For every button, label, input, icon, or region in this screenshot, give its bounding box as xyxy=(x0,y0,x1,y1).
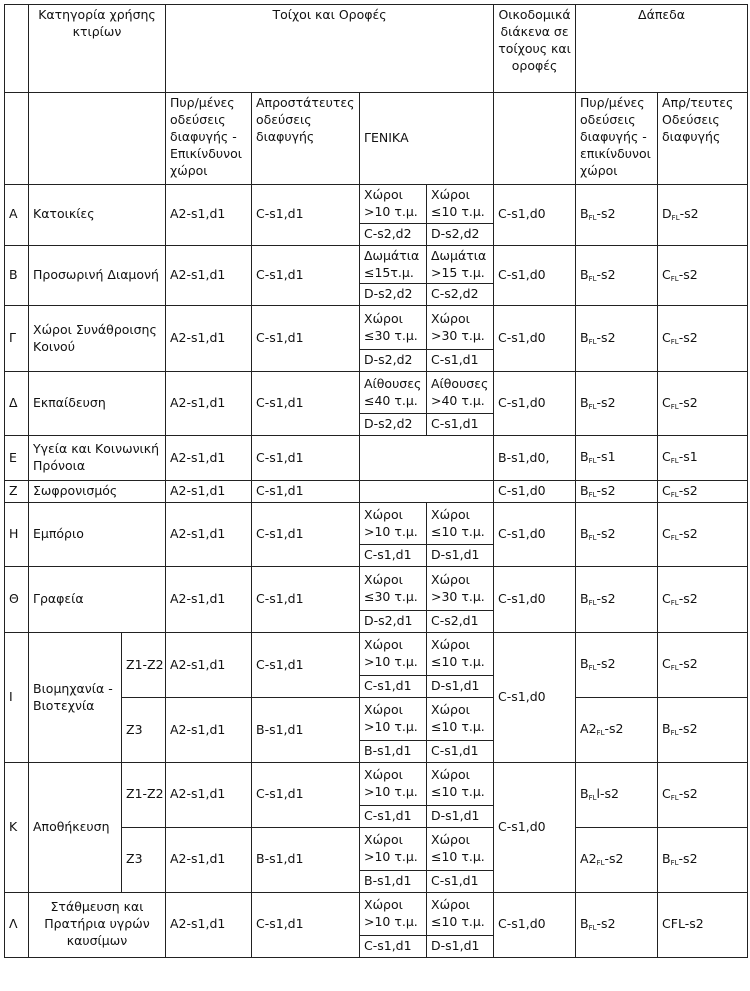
header-protected-escape: Πυρ/μένες οδεύσεις διαφυγής - Επικίνδυνοι χώροι xyxy=(166,93,252,185)
cell-protected-escape: A2-s1,d1 xyxy=(166,503,252,567)
cell-floor-unprotected: CFL-s2 xyxy=(658,892,748,957)
cell-protected-escape: A2-s1,d1 xyxy=(166,372,252,436)
cell-zone: Z1-Z2 xyxy=(122,633,166,698)
header-unprotected-escape: Απροστάτευτες οδεύσεις διαφυγής xyxy=(252,93,360,185)
header-cavities: Οικοδομικά διάκενα σε τοίχους και οροφές xyxy=(494,5,576,93)
class-sub: FL xyxy=(670,337,679,346)
cell-cavities: C-s1,d0 xyxy=(494,245,576,306)
class-sub: FL xyxy=(671,214,680,223)
class-sub: FL xyxy=(670,794,679,803)
cell-floor-protected xyxy=(576,306,658,372)
cell-general-value: C-s1,d1 xyxy=(360,676,427,698)
cell-floor-unprotected xyxy=(658,372,748,436)
cell-unprotected-escape: C-s1,d1 xyxy=(252,185,360,246)
cell-general-value: C-s1,d1 xyxy=(427,741,494,763)
class-suffix: -s2 xyxy=(596,329,616,345)
table-row xyxy=(5,762,748,805)
class-suffix: -s2 xyxy=(678,721,698,737)
header-floor-unprotected: Απρ/τευτες Οδεύσεις διαφυγής xyxy=(658,93,748,185)
cell-general-condition xyxy=(360,372,427,414)
cell-general-condition: Χώροι >10 τ.μ. xyxy=(360,892,427,935)
cell-protected-escape: A2-s1,d1 xyxy=(166,892,252,957)
class-sub: FL xyxy=(670,599,679,608)
class-main: C xyxy=(662,591,671,607)
class-sub: FL xyxy=(670,457,679,466)
cell-unprotected-escape: C-s1,d1 xyxy=(252,762,360,827)
cell-unprotected-escape: B-s1,d1 xyxy=(252,698,360,763)
class-sub: FL xyxy=(588,214,597,223)
class-sub: FL xyxy=(588,923,597,932)
cell-zone: Z3 xyxy=(122,698,166,763)
class-suffix: -s2 xyxy=(596,206,616,222)
cell-protected-escape: A2-s1,d1 xyxy=(166,436,252,481)
cell-protected-escape: A2-s1,d1 xyxy=(166,698,252,763)
cell-floor-unprotected xyxy=(658,567,748,633)
header-blank-4 xyxy=(494,93,576,185)
row-letter: Δ xyxy=(5,372,29,436)
row-category: Σωφρονισμός xyxy=(29,481,166,503)
cell-floor-unprotected xyxy=(658,762,748,827)
header-row-2 xyxy=(5,93,748,185)
cell-general-value: D-s1,d1 xyxy=(427,805,494,827)
class-suffix: -s2 xyxy=(596,915,616,931)
cell-unprotected-escape: C-s1,d1 xyxy=(252,481,360,503)
cell-general-condition: Χώροι >10 τ.μ. xyxy=(360,185,427,224)
class-suffix: -s2 xyxy=(678,786,698,802)
class-sub: FL xyxy=(670,402,679,411)
row-category: Εκπαίδευση xyxy=(29,372,166,436)
class-suffix: -s2 xyxy=(604,851,624,867)
class-sub: FL xyxy=(588,337,597,346)
cell-general-value: D-s2,d2 xyxy=(427,223,494,245)
cell-general-value: C-s2,d1 xyxy=(427,611,494,633)
cell-general-condition: Χώροι >30 τ.μ. xyxy=(427,567,494,611)
header-general: ΓΕΝΙΚΑ xyxy=(360,93,494,185)
cell-general-condition: Χώροι ≤10 τ.μ. xyxy=(427,762,494,805)
cell-protected-escape: A2-s1,d1 xyxy=(166,481,252,503)
class-suffix: -s2 xyxy=(678,266,698,282)
cell-general-value: D-s2,d2 xyxy=(360,350,427,372)
class-sub: FL xyxy=(588,534,597,543)
header-walls-ceilings: Τοίχοι και Οροφές xyxy=(166,5,494,93)
cell-general-condition: Χώροι >30 τ.μ. xyxy=(427,306,494,350)
class-suffix: l-s2 xyxy=(596,786,619,802)
cell-general-condition: Χώροι ≤10 τ.μ. xyxy=(427,633,494,676)
cell-floor-unprotected xyxy=(658,698,748,763)
cell-floor-unprotected xyxy=(658,481,748,503)
class-main: C xyxy=(662,786,671,802)
cell-general-condition: Χώροι >10 τ.μ. xyxy=(360,633,427,676)
row-category: Στάθμευση και Πρατήρια υγρών καυσίμων xyxy=(29,892,166,957)
class-suffix: -s2 xyxy=(678,329,698,345)
class-main: B xyxy=(662,721,671,737)
cell-cavities: C-s1,d0 xyxy=(494,503,576,567)
class-main: C xyxy=(662,449,671,465)
class-main: B xyxy=(580,656,589,672)
cell-zone: Z1-Z2 xyxy=(122,762,166,827)
row-letter: Η xyxy=(5,503,29,567)
class-suffix: -s2 xyxy=(678,526,698,542)
class-suffix: -s2 xyxy=(678,394,698,410)
class-suffix: -s1 xyxy=(596,449,616,465)
class-sub: FL xyxy=(670,729,679,738)
cell-floor-protected xyxy=(576,372,658,436)
cell-general-condition: Χώροι ≤30 τ.μ. xyxy=(360,567,427,611)
class-main: C xyxy=(662,656,671,672)
row-letter: Ζ xyxy=(5,481,29,503)
cell-zone: Z3 xyxy=(122,827,166,892)
header-blank-2 xyxy=(5,93,29,185)
table-row xyxy=(5,567,748,611)
cell-cavities: B-s1,d0, xyxy=(494,436,576,481)
cell-floor-protected xyxy=(576,892,658,957)
class-sub: FL xyxy=(670,534,679,543)
row-letter: Β xyxy=(5,245,29,306)
cell-general-condition: Χώροι ≤10 τ.μ. xyxy=(427,698,494,741)
row-letter: Ε xyxy=(5,436,29,481)
cell-general-value: D-s2,d2 xyxy=(360,414,427,436)
cell-general-condition: Δωμάτια ≤15τ.μ. xyxy=(360,245,427,284)
table-row xyxy=(5,372,748,414)
header-floors: Δάπεδα xyxy=(576,5,748,93)
cell-unprotected-escape: B-s1,d1 xyxy=(252,827,360,892)
class-main: C xyxy=(662,329,671,345)
class-suffix: -s2 xyxy=(604,721,624,737)
class-main: B xyxy=(580,786,589,802)
cell-floor-unprotected xyxy=(658,503,748,567)
table-row xyxy=(5,481,748,503)
cell-cavities: C-s1,d0 xyxy=(494,481,576,503)
table-row xyxy=(5,892,748,935)
class-sub: FL xyxy=(588,664,597,673)
cell-protected-escape: A2-s1,d1 xyxy=(166,827,252,892)
cell-general-condition: Δωμάτια >15 τ.μ. xyxy=(427,245,494,284)
row-category: Προσωρινή Διαμονή xyxy=(29,245,166,306)
class-sub: FL xyxy=(588,491,597,499)
cell-cavities: C-s1,d0 xyxy=(494,892,576,957)
class-main: C xyxy=(662,526,671,542)
class-suffix: -s2 xyxy=(596,656,616,672)
class-suffix: -s1 xyxy=(678,449,698,465)
class-suffix: -s2 xyxy=(678,851,698,867)
row-letter: Λ xyxy=(5,892,29,957)
table-row xyxy=(5,245,748,284)
class-main: B xyxy=(580,394,589,410)
cell-general-condition: Χώροι >10 τ.μ. xyxy=(360,827,427,870)
cell-general-empty xyxy=(360,436,494,481)
class-suffix: -s2 xyxy=(596,266,616,282)
row-category: Βιομηχανία - Βιοτεχνία xyxy=(29,633,122,763)
cell-general-condition: Χώροι ≤10 τ.μ. xyxy=(427,827,494,870)
header-row-1 xyxy=(5,5,748,93)
cell-floor-protected xyxy=(576,827,658,892)
cell-cavities: C-s1,d0 xyxy=(494,567,576,633)
class-main: C xyxy=(662,266,671,282)
cell-general-value: C-s1,d1 xyxy=(427,350,494,372)
header-floor-protected: Πυρ/μένες οδεύσεις διαφυγής - επικίνδυνοι χώροι xyxy=(576,93,658,185)
class-sub: FL xyxy=(588,402,597,411)
class-main: B xyxy=(580,266,589,282)
cell-floor-protected xyxy=(576,481,658,503)
cell-protected-escape: A2-s1,d1 xyxy=(166,245,252,306)
class-main: D xyxy=(662,206,672,222)
row-category: Εμπόριο xyxy=(29,503,166,567)
class-sub: FL xyxy=(588,457,597,466)
class-main: B xyxy=(580,206,589,222)
cell-general-value: C-s1,d1 xyxy=(427,870,494,892)
cell-general-value: B-s1,d1 xyxy=(360,870,427,892)
cell-cavities: C-s1,d0 xyxy=(494,185,576,246)
cell-general-condition: Χώροι >10 τ.μ. xyxy=(360,698,427,741)
cell-floor-protected xyxy=(576,762,658,827)
cell-protected-escape: A2-s1,d1 xyxy=(166,567,252,633)
cell-floor-protected xyxy=(576,698,658,763)
class-suffix: -s2 xyxy=(679,206,699,222)
cell-general-value: C-s1,d1 xyxy=(360,805,427,827)
cell-general-condition: Χώροι >10 τ.μ. xyxy=(360,762,427,805)
class-sub: FL xyxy=(670,664,679,673)
cell-general-value: D-s1,d1 xyxy=(427,935,494,957)
cell-floor-unprotected xyxy=(658,306,748,372)
class-suffix: -s2 xyxy=(678,591,698,607)
cell-general-condition: Χώροι ≤10 τ.μ. xyxy=(427,503,494,545)
row-letter: Θ xyxy=(5,567,29,633)
cell-unprotected-escape: C-s1,d1 xyxy=(252,503,360,567)
header-category: Κατηγορία χρήσης κτιρίων xyxy=(29,5,166,93)
class-main: B xyxy=(662,851,671,867)
row-category: Κατοικίες xyxy=(29,185,166,246)
table-row xyxy=(5,185,748,224)
cell-general-value: D-s1,d1 xyxy=(427,676,494,698)
table-row xyxy=(5,503,748,545)
cell-protected-escape: A2-s1,d1 xyxy=(166,762,252,827)
class-sub: FL xyxy=(588,794,597,803)
class-sub: FL xyxy=(596,859,605,868)
class-sub: FL xyxy=(588,274,597,283)
class-main: B xyxy=(580,915,589,931)
class-main: A2 xyxy=(580,721,597,737)
cell-general-empty xyxy=(360,481,494,503)
class-suffix: -s2 xyxy=(596,394,616,410)
cell-general-condition: Χώροι ≤10 τ.μ. xyxy=(427,892,494,935)
cell-floor-protected xyxy=(576,245,658,306)
class-main: B xyxy=(580,483,589,498)
row-category: Χώροι Συνάθροισης Κοινού xyxy=(29,306,166,372)
cell-general-condition: Χώροι ≤30 τ.μ. xyxy=(360,306,427,350)
class-main: A2 xyxy=(580,851,597,867)
row-category: Γραφεία xyxy=(29,567,166,633)
cell-general-value: C-s1,d1 xyxy=(360,935,427,957)
row-category: Υγεία και Κοινωνική Πρόνοια xyxy=(29,436,166,481)
cell-floor-unprotected xyxy=(658,827,748,892)
class-main: B xyxy=(580,591,589,607)
cell-protected-escape: A2-s1,d1 xyxy=(166,306,252,372)
class-sub: FL xyxy=(670,491,679,499)
cell-cavities: C-s1,d0 xyxy=(494,306,576,372)
cell-cavities: C-s1,d0 xyxy=(494,372,576,436)
cell-unprotected-escape: C-s1,d1 xyxy=(252,633,360,698)
class-suffix: -s2 xyxy=(678,483,698,498)
cell-general-value: C-s2,d2 xyxy=(360,223,427,245)
row-letter: Κ xyxy=(5,762,29,892)
class-suffix: -s2 xyxy=(596,483,616,498)
cell-general-value: C-s2,d2 xyxy=(427,284,494,306)
class-sub: FL xyxy=(670,859,679,868)
cell-floor-protected xyxy=(576,185,658,246)
table-row xyxy=(5,633,748,676)
cell-unprotected-escape: C-s1,d1 xyxy=(252,245,360,306)
row-letter: Α xyxy=(5,185,29,246)
class-main: B xyxy=(580,526,589,542)
condition-text: Αίθουσες >40 τ.μ. xyxy=(431,375,489,408)
cell-protected-escape: A2-s1,d1 xyxy=(166,185,252,246)
cell-general-value: C-s1,d1 xyxy=(360,545,427,567)
class-sub: FL xyxy=(596,729,605,738)
cell-floor-protected xyxy=(576,633,658,698)
row-letter: Ι xyxy=(5,633,29,763)
cell-floor-protected xyxy=(576,503,658,567)
cell-floor-protected xyxy=(576,567,658,633)
cell-floor-protected xyxy=(576,436,658,481)
row-category: Αποθήκευση xyxy=(29,762,122,892)
cell-general-value: B-s1,d1 xyxy=(360,741,427,763)
table-row xyxy=(5,306,748,350)
class-sub: FL xyxy=(670,274,679,283)
cell-unprotected-escape: C-s1,d1 xyxy=(252,892,360,957)
cell-general-condition: Χώροι ≤10 τ.μ. xyxy=(427,185,494,224)
header-blank xyxy=(5,5,29,93)
class-suffix: -s2 xyxy=(596,526,616,542)
cell-floor-unprotected xyxy=(658,436,748,481)
cell-floor-unprotected xyxy=(658,245,748,306)
cell-general-value: C-s1,d1 xyxy=(427,414,494,436)
class-main: B xyxy=(580,329,589,345)
cell-general-value: D-s2,d2 xyxy=(360,284,427,306)
class-suffix: -s2 xyxy=(596,591,616,607)
cell-cavities: C-s1,d0 xyxy=(494,762,576,892)
cell-unprotected-escape: C-s1,d1 xyxy=(252,372,360,436)
condition-text: Αίθουσες ≤40 τ.μ. xyxy=(364,375,422,408)
cell-general-condition: Χώροι >10 τ.μ. xyxy=(360,503,427,545)
cell-floor-unprotected xyxy=(658,633,748,698)
cell-cavities: C-s1,d0 xyxy=(494,633,576,763)
cell-unprotected-escape: C-s1,d1 xyxy=(252,436,360,481)
cell-general-value: D-s2,d1 xyxy=(360,611,427,633)
cell-unprotected-escape: C-s1,d1 xyxy=(252,306,360,372)
cell-floor-unprotected xyxy=(658,185,748,246)
class-main: B xyxy=(580,449,589,465)
class-main: C xyxy=(662,483,671,498)
cell-unprotected-escape: C-s1,d1 xyxy=(252,567,360,633)
class-sub: FL xyxy=(588,599,597,608)
table-row xyxy=(5,436,748,481)
row-letter: Γ xyxy=(5,306,29,372)
class-suffix: -s2 xyxy=(678,656,698,672)
fire-classification-table xyxy=(4,4,748,958)
cell-general-condition xyxy=(427,372,494,414)
cell-general-value: D-s1,d1 xyxy=(427,545,494,567)
class-main: C xyxy=(662,394,671,410)
header-blank-3 xyxy=(29,93,166,185)
cell-protected-escape: A2-s1,d1 xyxy=(166,633,252,698)
